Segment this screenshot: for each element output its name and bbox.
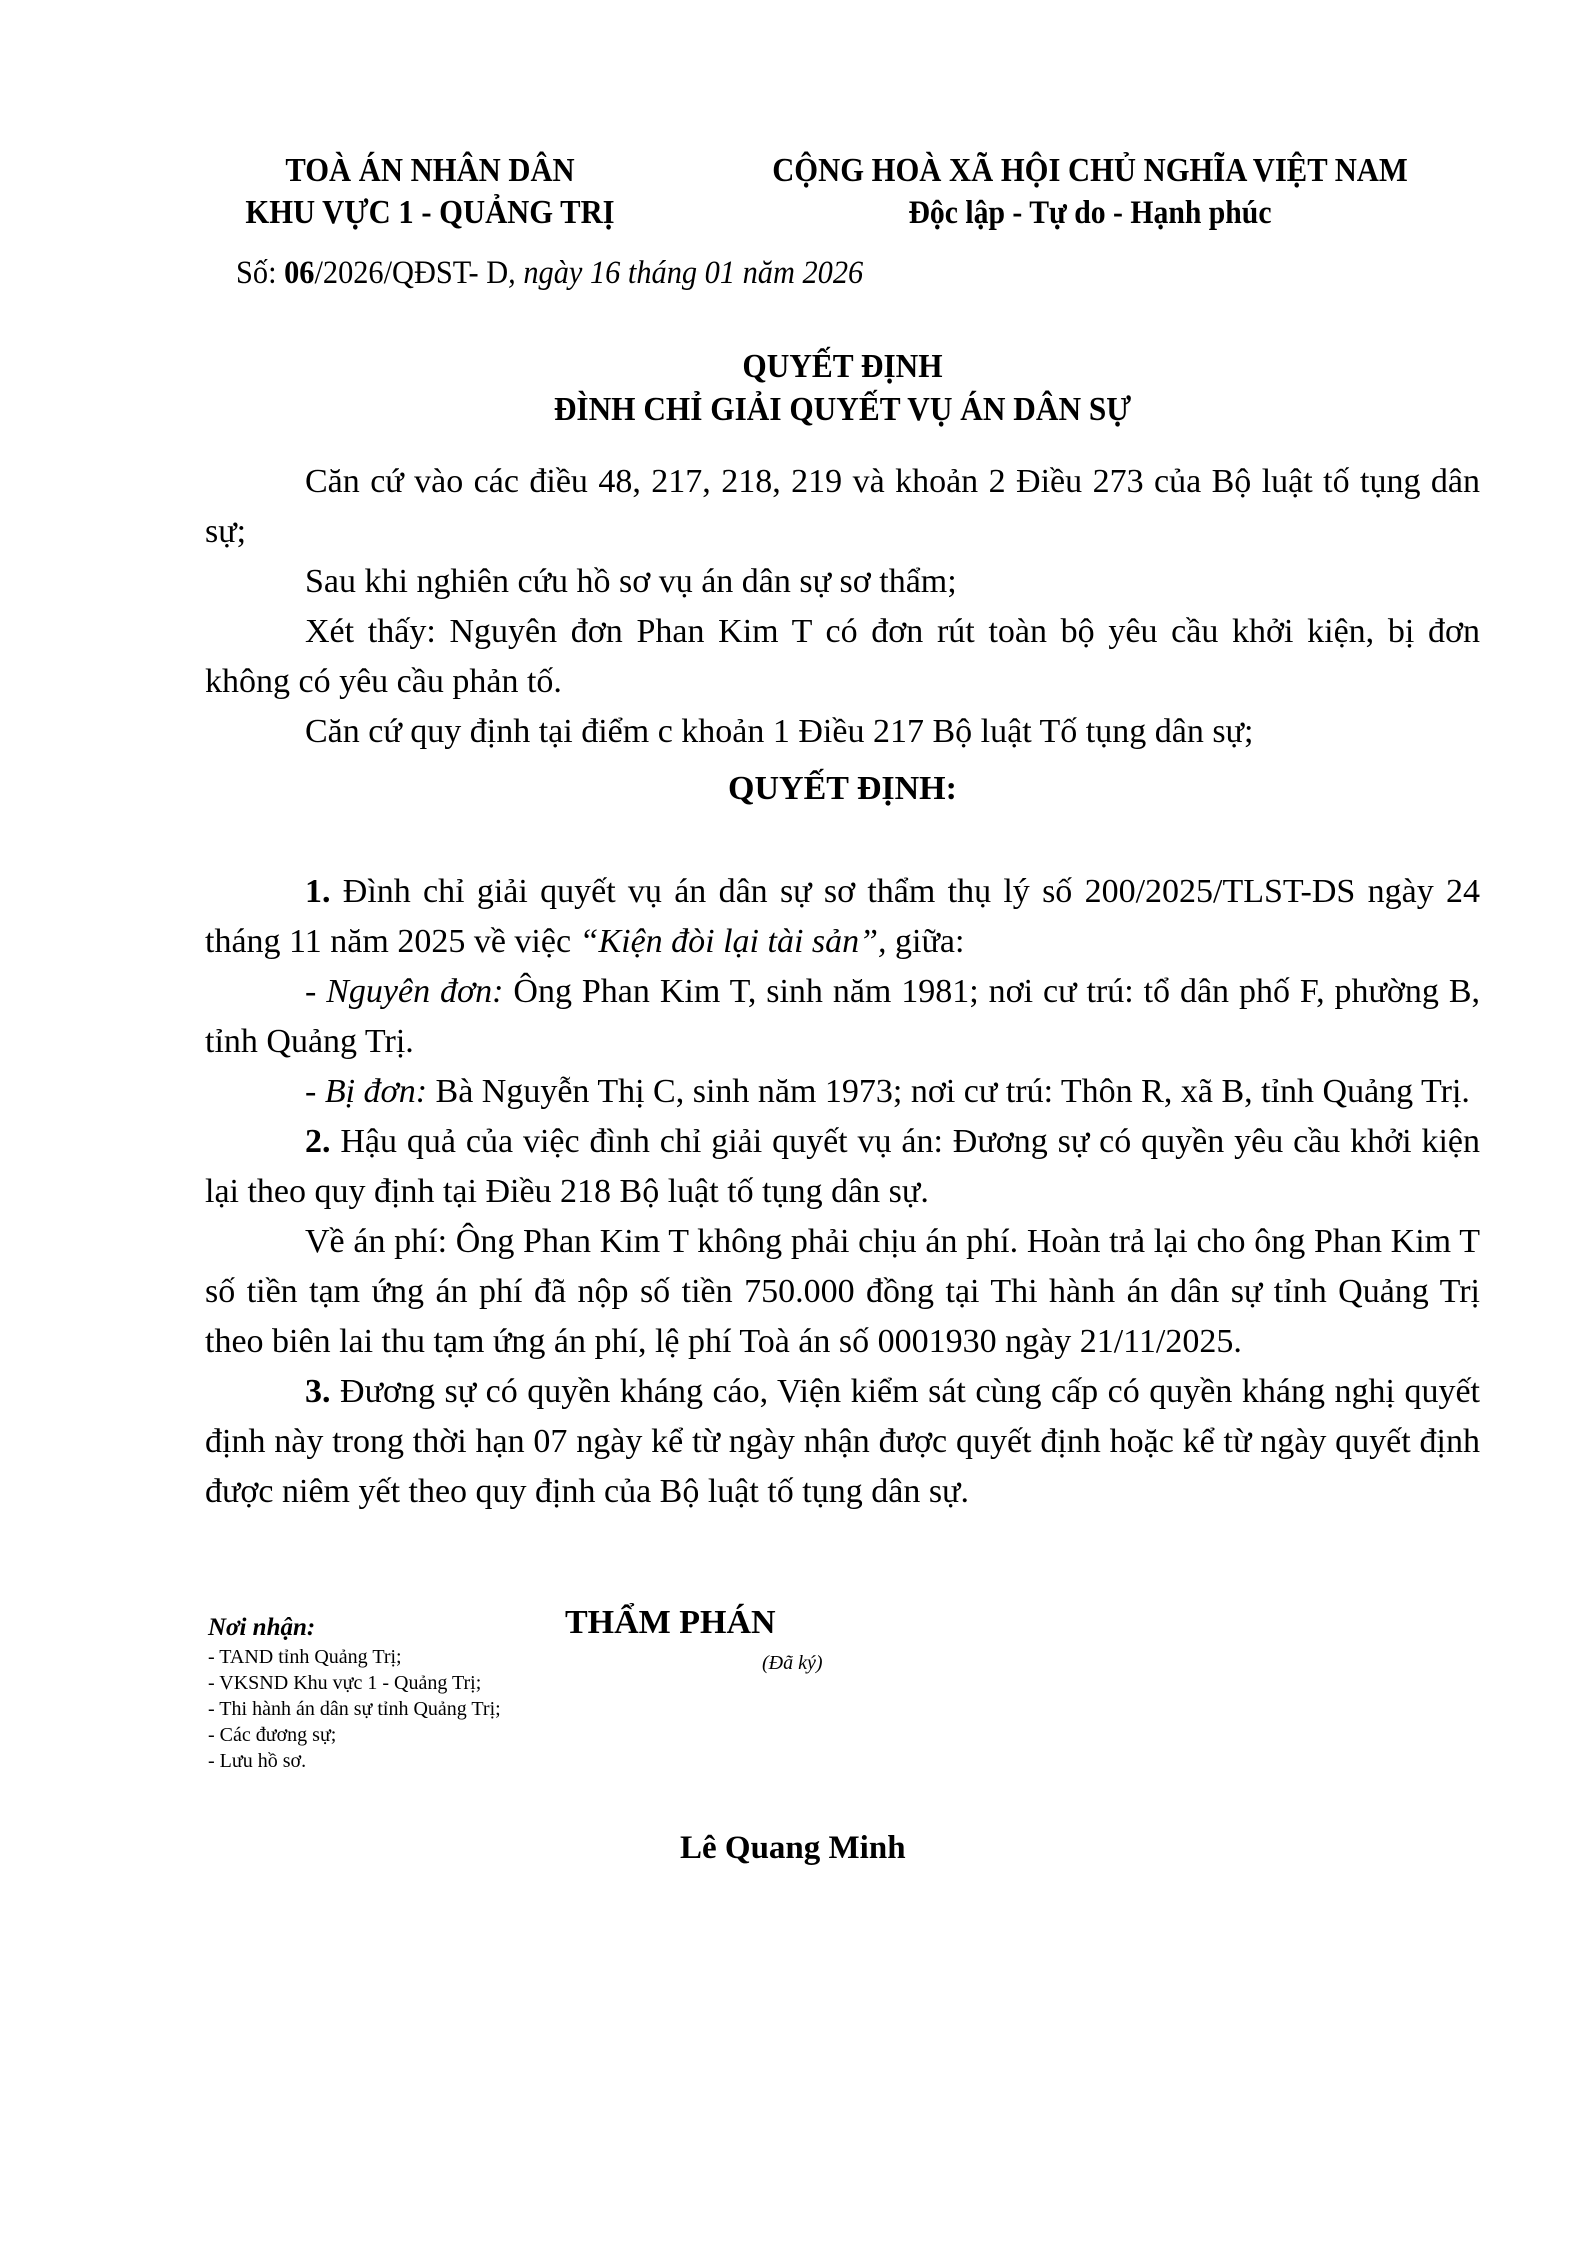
court-name: TOÀ ÁN NHÂN DÂN [285,152,575,189]
national-header [705,150,1475,234]
item-text: Hậu quả của việc đình chỉ giải quyết vụ án: Đương sự có quyền yêu cầu khởi kiện lại theo quy định tại Điều 218 Bộ luật tố tụng dân sự. [205,1123,1480,1210]
case-name: “Kiện đòi lại tài sản”, [579,923,887,960]
doc-number-prefix: Số: [236,255,285,291]
defendant-text: Bà Nguyễn Thị C, sinh năm 1973; nơi cư trú: Thôn R, xã B, tỉnh Quảng Trị. [427,1073,1470,1110]
recipient-item: - VKSND Khu vực 1 - Quảng Trị; [208,1672,482,1694]
item-number: 2. [305,1123,331,1160]
title-line-1: QUYẾT ĐỊNH [742,348,943,385]
court-header [205,150,655,234]
judge-name: Lê Quang Minh [680,1830,906,1866]
defendant-info [205,1067,1480,1117]
recipients-list [208,1612,501,1774]
recipient-item: - Lưu hồ sơ. [208,1750,307,1772]
item-number: 3. [305,1373,331,1410]
preamble-paragraph: Xét thấy: Nguyên đơn Phan Kim T có đơn rút toàn bộ yêu cầu khởi kiện, bị đơn không có yêu cầu phản tố. [205,613,1480,700]
dash: - [305,973,327,1010]
defendant-label: Bị đơn: [324,1073,428,1110]
decision-item-1 [205,867,1480,967]
document-number-line [236,255,863,292]
decision-item-2 [205,1117,1480,1217]
court-region: KHU VỰC 1 - QUẢNG TRỊ [245,194,615,231]
preamble-paragraph: Căn cứ quy định tại điểm c khoản 1 Điều 217 Bộ luật Tố tụng dân sự; [305,713,1254,750]
judge-title: THẨM PHÁN [565,1604,776,1641]
recipient-item: - Thi hành án dân sự tỉnh Quảng Trị; [208,1698,501,1720]
document-title [205,345,1480,431]
plaintiff-info [205,967,1480,1067]
recipient-item: - TAND tỉnh Quảng Trị; [208,1646,402,1668]
item-text: Đương sự có quyền kháng cáo, Viện kiểm sát cùng cấp có quyền kháng nghị quyết định này trong thời hạn 07 ngày kể từ ngày nhận được quyết định hoặc kể từ ngày quyết định được niêm yết theo quy định của Bộ luật tố tụng dân sự. [205,1373,1480,1510]
decision-body [205,867,1480,1517]
recipient-item: - Các đương sự; [208,1724,337,1746]
national-title: CỘNG HOÀ XÃ HỘI CHỦ NGHĨA VIỆT NAM [772,152,1408,189]
recipients-title: Nơi nhận: [208,1614,316,1641]
preamble-paragraph: Sau khi nghiên cứu hồ sơ vụ án dân sự sơ thẩm; [305,563,957,600]
doc-code: /2026/QĐST- D [314,255,509,291]
item-text: giữa: [886,923,965,960]
preamble [205,457,1480,757]
item-number: 1. [305,873,331,910]
dash: - [305,1073,325,1110]
title-line-2: ĐÌNH CHỈ GIẢI QUYẾT VỤ ÁN DÂN SỰ [553,391,1132,428]
plaintiff-label: Nguyên đơn: [326,973,504,1010]
decision-heading: QUYẾT ĐỊNH: [728,770,957,807]
doc-number: 06 [284,255,315,291]
national-motto: Độc lập - Tự do - Hạnh phúc [908,195,1272,231]
decision-item-3 [205,1367,1480,1517]
preamble-paragraph: Căn cứ vào các điều 48, 217, 218, 219 và khoản 2 Điều 273 của Bộ luật tố tụng dân sự; [205,463,1480,550]
plaintiff-text: Ông Phan Kim T, sinh năm 1981; nơi cư trú: tổ dân phố F, phường B, tỉnh Quảng Trị. [205,973,1480,1060]
signed-note: (Đã ký) [762,1652,823,1674]
doc-date: , ngày 16 tháng 01 năm 2026 [508,255,864,291]
fees-paragraph: Về án phí: Ông Phan Kim T không phải chịu án phí. Hoàn trả lại cho ông Phan Kim T số tiền tạm ứng án phí đã nộp số tiền 750.000 đồng tại Thi hành án dân sự tỉnh Quảng Trị theo biên lai thu tạm ứng án phí, lệ phí Toà án số 0001930 ngày 21/11/2025. [205,1223,1480,1360]
item-text: Đình chỉ giải quyết vụ án dân sự sơ thẩm thụ lý số 200/2025/TLST-DS ngày 24 tháng 11 năm 2025 về việc [205,873,1480,960]
